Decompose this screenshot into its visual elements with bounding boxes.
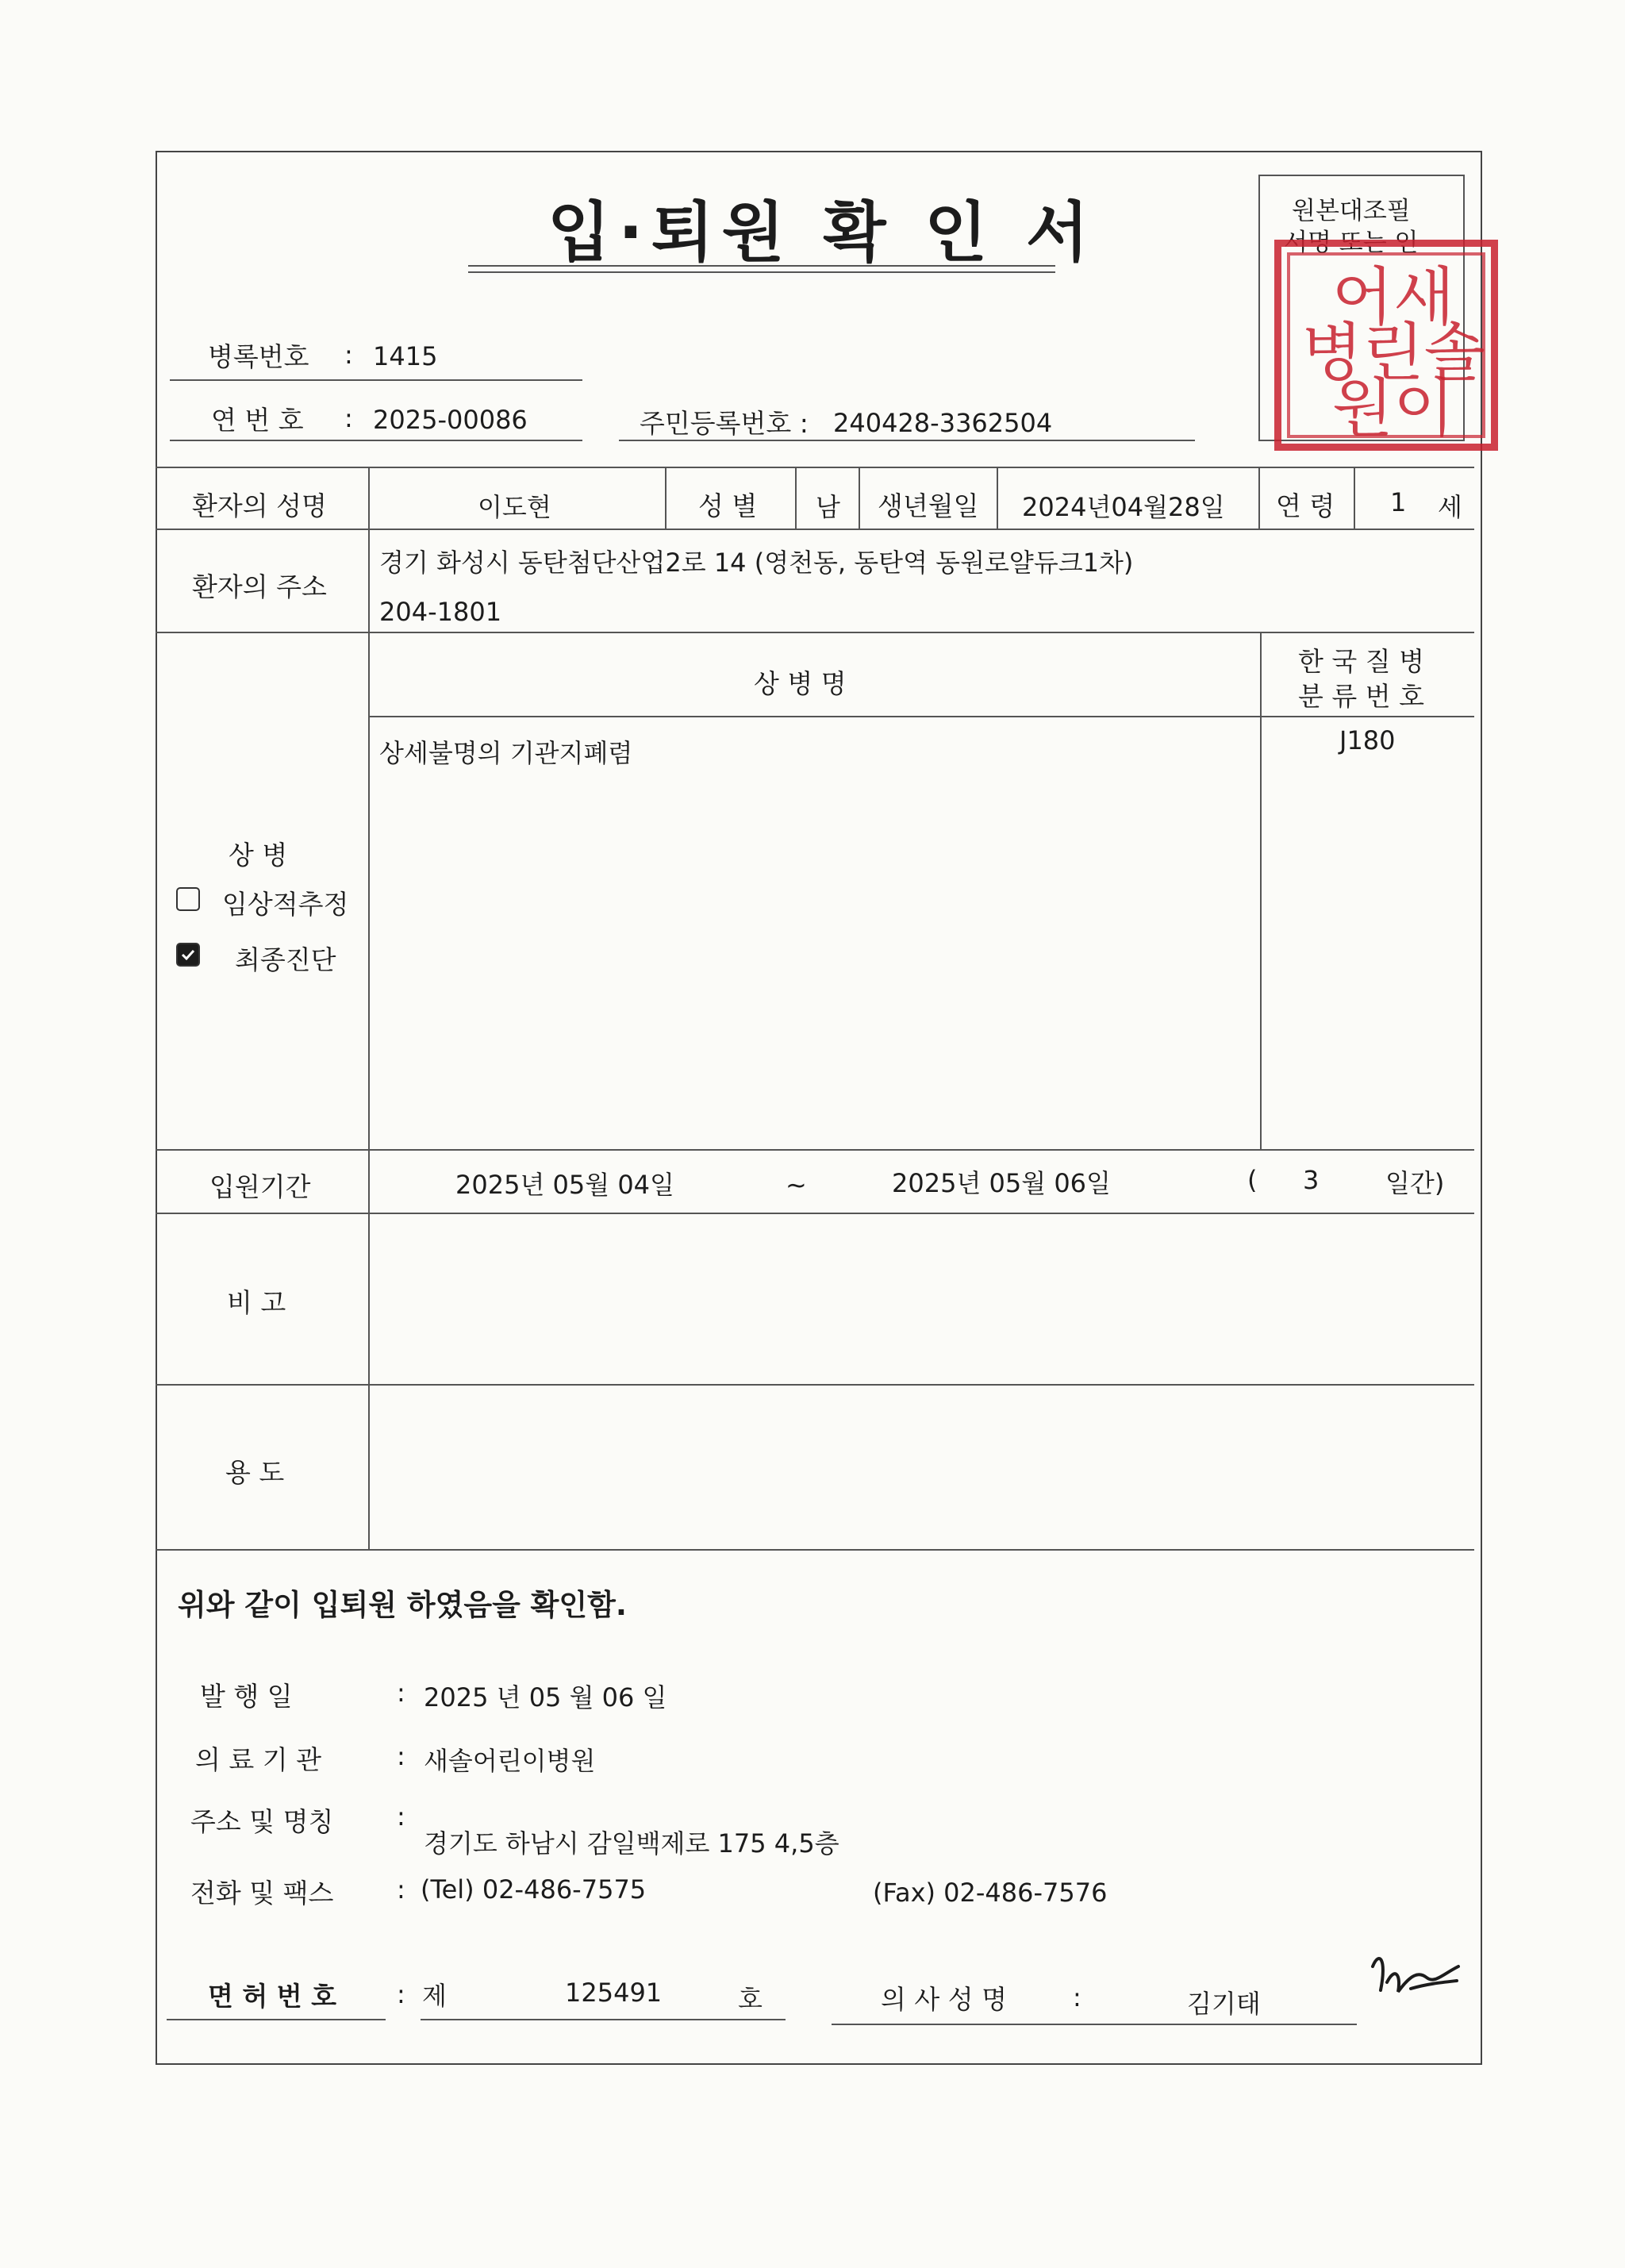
remarks-label: 비 고 — [227, 1287, 286, 1318]
age-label: 연 령 — [1276, 490, 1335, 521]
column-rule — [859, 467, 860, 529]
age-value: 1 — [1390, 487, 1407, 517]
row-rule — [156, 529, 1474, 530]
colon: : — [344, 340, 353, 370]
address-line-1: 경기 화성시 동탄첨단산업2로 14 (영천동, 동탄역 동원로얄듀크1차) — [379, 548, 1134, 578]
doctor-name-underline — [832, 2024, 1357, 2025]
serial-number-underline — [170, 440, 582, 441]
resident-number-value: 240428-3362504 — [833, 408, 1053, 438]
chart-number-label: 병록번호 — [208, 341, 309, 372]
svg-text:원이: 원이 — [1331, 371, 1455, 445]
institution-name: 새솔어린이병원 — [424, 1746, 596, 1776]
chart-number-value: 1415 — [373, 341, 438, 371]
serial-number-value: 2025-00086 — [373, 405, 528, 435]
admission-period-label: 입원기간 — [209, 1171, 311, 1202]
license-label: 면 허 번 호 — [208, 1981, 336, 2012]
license-prefix: 제 — [422, 1981, 447, 2011]
colon: : — [397, 1801, 405, 1832]
certified-copy-label: 원본대조필 — [1292, 197, 1411, 225]
colon: : — [397, 1678, 405, 1708]
stay-days-value: 3 — [1303, 1165, 1320, 1195]
svg-text:어새: 어새 — [1331, 260, 1455, 334]
address-label: 환자의 주소 — [192, 571, 327, 602]
table-top-rule — [156, 467, 1474, 468]
open-paren: ( — [1247, 1165, 1258, 1195]
row-rule — [156, 1384, 1474, 1386]
row-rule — [156, 1149, 1474, 1151]
title-underline — [468, 265, 1055, 267]
license-number: 125491 — [565, 1978, 663, 2008]
diagnosis-name-header: 상 병 명 — [754, 668, 847, 699]
clinical-estimate-label: 임상적추정 — [222, 889, 349, 920]
resident-number-underline — [619, 440, 1195, 441]
discharge-date: 2025년 05월 06일 — [892, 1168, 1111, 1198]
colon: : — [1073, 1982, 1081, 2012]
fax-number: (Fax) 02-486-7576 — [873, 1878, 1108, 1908]
table-bottom-rule — [156, 1549, 1474, 1551]
column-rule — [997, 467, 998, 529]
patient-name-value: 이도현 — [478, 492, 551, 522]
chart-number-underline — [170, 379, 582, 381]
confirmation-statement: 위와 같이 입퇴원 하였음을 확인함. — [178, 1588, 627, 1622]
final-diagnosis-checkbox — [176, 943, 200, 967]
doctor-name-label: 의 사 성 명 — [881, 1984, 1007, 2015]
sex-value: 남 — [816, 492, 840, 522]
address-line-2: 204-1801 — [379, 597, 502, 627]
issue-date-value: 2025 년 05 월 06 일 — [424, 1682, 667, 1713]
disease-code-header-1: 한 국 질 병 — [1298, 646, 1424, 677]
row-rule — [156, 1213, 1474, 1214]
disease-code-value: J180 — [1339, 725, 1396, 755]
age-unit: 세 — [1438, 492, 1462, 522]
stay-days-unit: 일간) — [1385, 1168, 1445, 1198]
check-icon — [178, 944, 198, 965]
disease-code-header-2: 분 류 번 호 — [1298, 681, 1424, 712]
sex-label: 성 별 — [698, 490, 758, 521]
license-label-underline — [167, 2019, 386, 2020]
doctor-name-value: 김기태 — [1187, 1989, 1261, 2019]
hospital-seal-icon — [1274, 240, 1498, 451]
diagnosis-section-label: 상 병 — [229, 840, 288, 871]
row-rule — [368, 716, 1474, 717]
address-name-label: 주소 및 명칭 — [190, 1806, 334, 1837]
final-diagnosis-label: 최종진단 — [235, 944, 336, 975]
row-rule — [156, 632, 1474, 633]
admission-date: 2025년 05월 04일 — [455, 1170, 674, 1200]
issue-date-label: 발 행 일 — [200, 1681, 293, 1712]
colon: : — [344, 403, 353, 433]
doctor-signature-icon — [1363, 1943, 1466, 2014]
tel-number: (Tel) 02-486-7575 — [421, 1874, 647, 1905]
institution-address: 경기도 하남시 감일백제로 175 4,5층 — [424, 1828, 839, 1859]
patient-name-label: 환자의 성명 — [192, 490, 327, 521]
institution-label: 의 료 기 관 — [195, 1744, 321, 1775]
colon: : — [397, 1874, 405, 1905]
birthdate-value: 2024년04월28일 — [1022, 492, 1225, 522]
diagnosis-name-value: 상세불명의 기관지폐렴 — [379, 738, 633, 768]
period-tilde: ~ — [786, 1170, 807, 1200]
label-column-rule — [368, 467, 370, 1549]
resident-number-label: 주민등록번호 : — [640, 408, 809, 439]
column-rule — [795, 467, 797, 529]
column-rule — [1354, 467, 1355, 529]
svg-text:병린솔: 병린솔 — [1301, 316, 1485, 390]
title-underline-2 — [468, 271, 1055, 273]
purpose-label: 용 도 — [225, 1457, 285, 1488]
column-rule — [665, 467, 667, 529]
license-suffix: 호 — [738, 1984, 763, 2014]
sign-or-seal-label: 서명 또는 인 — [1284, 229, 1419, 257]
serial-number-label: 연 번 호 — [211, 405, 304, 436]
birthdate-label: 생년월일 — [878, 490, 979, 521]
column-rule — [1258, 467, 1260, 529]
document-title: 입·퇴원 확 인 서 — [547, 195, 1097, 271]
clinical-estimate-checkbox — [176, 887, 200, 911]
code-column-rule — [1260, 632, 1262, 1149]
license-number-underline — [421, 2019, 786, 2020]
colon: : — [397, 1741, 405, 1771]
tel-fax-label: 전화 및 팩스 — [190, 1878, 334, 1909]
colon: : — [397, 1979, 405, 2009]
